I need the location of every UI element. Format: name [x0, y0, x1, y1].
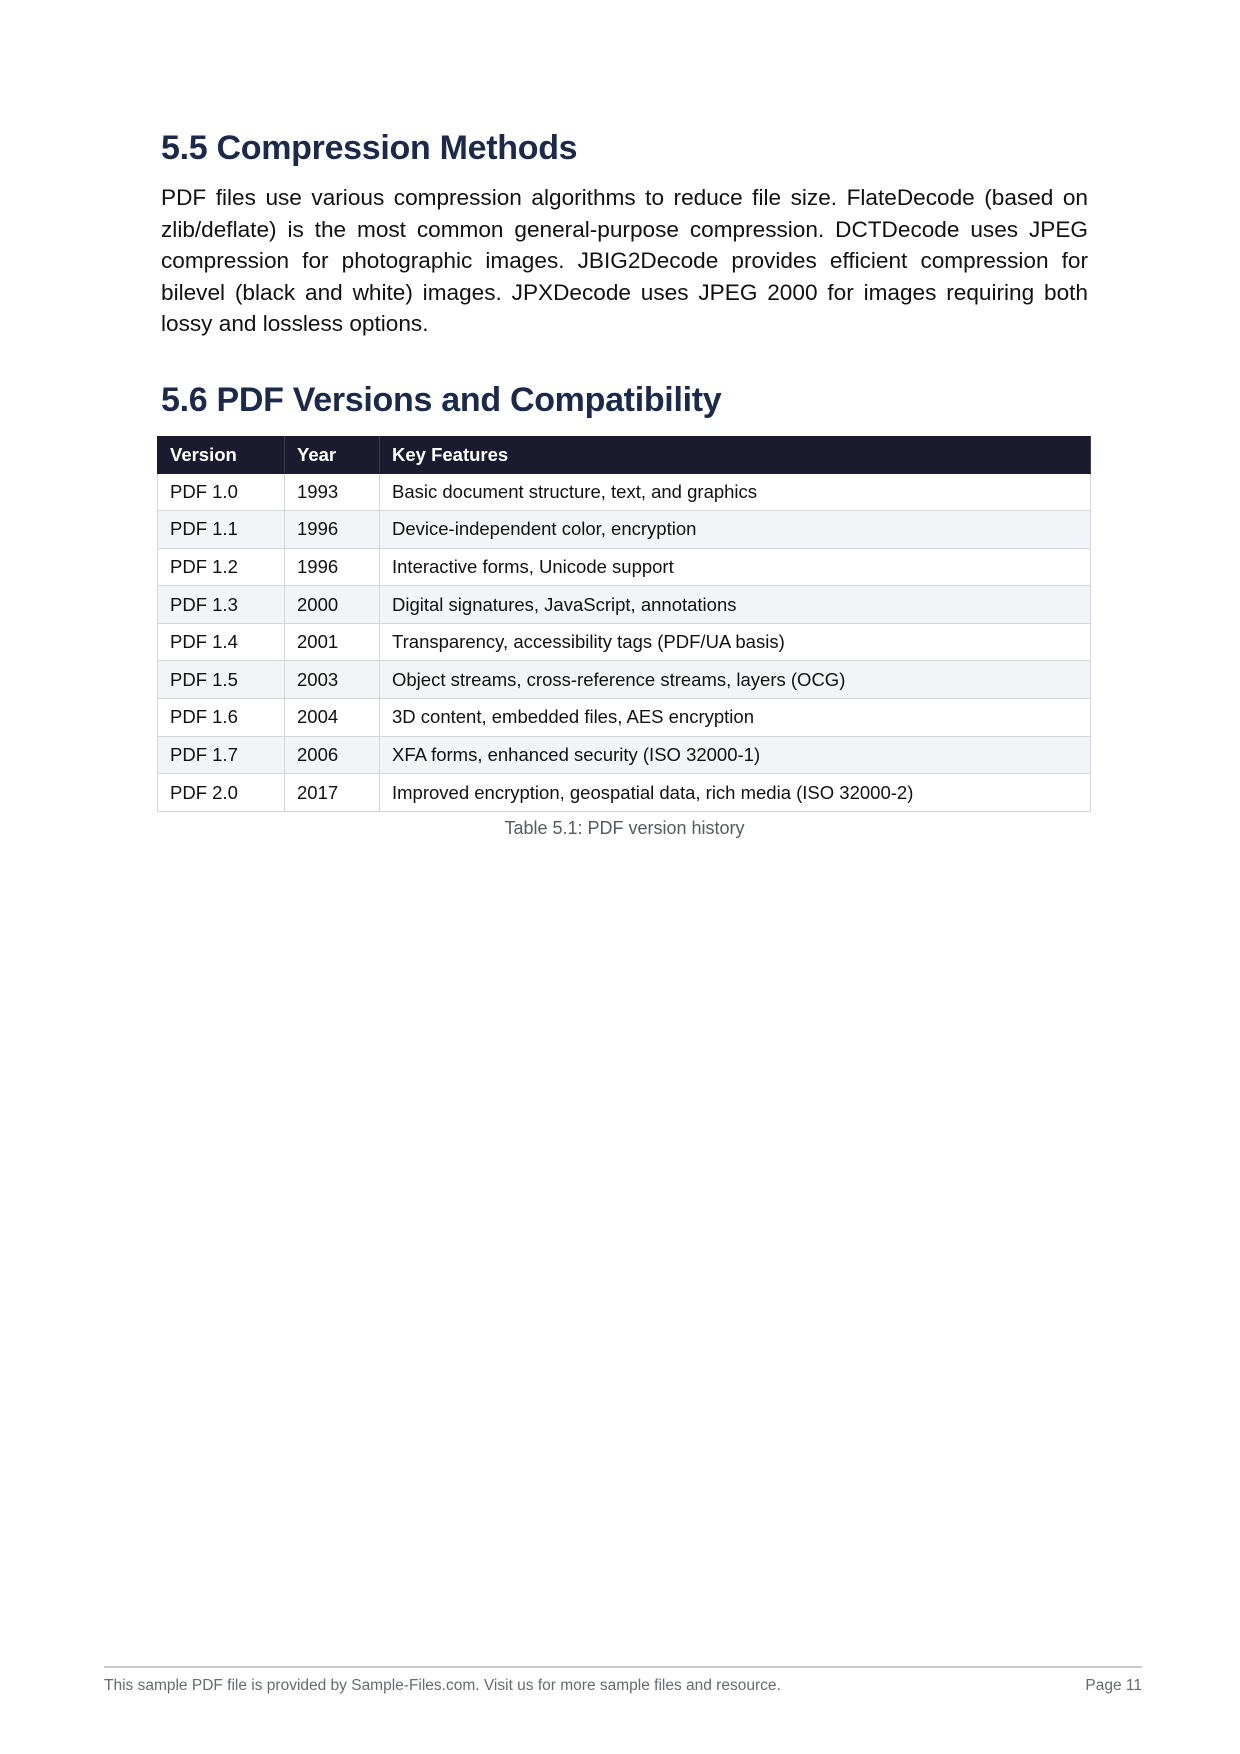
table-row [158, 548, 1091, 586]
section-heading-pdf-versions: 5.6 PDF Versions and Compatibility [161, 380, 722, 419]
cell-version: PDF 1.4 [158, 623, 285, 661]
table-row [158, 586, 1091, 624]
cell-key-features: Interactive forms, Unicode support [380, 548, 1091, 586]
cell-year: 2003 [285, 661, 380, 699]
cell-version: PDF 1.6 [158, 699, 285, 737]
cell-key-features: Transparency, accessibility tags (PDF/UA basis) [380, 623, 1091, 661]
cell-year: 2000 [285, 586, 380, 624]
table-row [158, 736, 1091, 774]
cell-year: 2004 [285, 699, 380, 737]
cell-version: PDF 1.5 [158, 661, 285, 699]
table-row [158, 661, 1091, 699]
column-header-version: Version [158, 436, 285, 473]
cell-key-features: Improved encryption, geospatial data, rich media (ISO 32000-2) [380, 774, 1091, 812]
page-content [161, 128, 1088, 839]
cell-year: 2006 [285, 736, 380, 774]
cell-version: PDF 1.1 [158, 511, 285, 549]
table-header-row [158, 436, 1091, 473]
cell-version: PDF 1.3 [158, 586, 285, 624]
compression-methods-paragraph: PDF files use various compression algorithms to reduce file size. FlateDecode (based on zlib/deflate) is the most common general-purpose compression. DCTDecode uses JPEG compression for photographic images. JBIG2Decode provides efficient compression for bilevel (black and white) images. JPXDecode uses JPEG 2000 for images requiring both lossy and lossless options. [161, 185, 1088, 336]
cell-year: 1996 [285, 511, 380, 549]
cell-year: 2001 [285, 623, 380, 661]
page-number: Page 11 [1085, 1677, 1142, 1694]
column-header-year: Year [285, 436, 380, 473]
footer-note: This sample PDF file is provided by Sample-Files.com. Visit us for more sample files and resource. [104, 1677, 781, 1694]
cell-key-features: 3D content, embedded files, AES encryption [380, 699, 1091, 737]
cell-version: PDF 1.2 [158, 548, 285, 586]
cell-key-features: XFA forms, enhanced security (ISO 32000-1) [380, 736, 1091, 774]
table-row [158, 774, 1091, 812]
cell-key-features: Device-independent color, encryption [380, 511, 1091, 549]
cell-key-features: Object streams, cross-reference streams, layers (OCG) [380, 661, 1091, 699]
pdf-version-table [157, 436, 1091, 812]
column-header-key-features: Key Features [380, 436, 1091, 473]
cell-year: 1996 [285, 548, 380, 586]
table-row [158, 473, 1091, 511]
cell-version: PDF 1.7 [158, 736, 285, 774]
section-heading-compression-methods: 5.5 Compression Methods [161, 129, 578, 167]
cell-version: PDF 1.0 [158, 473, 285, 511]
cell-year: 2017 [285, 774, 380, 812]
cell-key-features: Basic document structure, text, and graphics [380, 473, 1091, 511]
table-caption: Table 5.1: PDF version history [504, 817, 745, 838]
table-row [158, 699, 1091, 737]
footer-divider [104, 1666, 1142, 1668]
table-row [158, 511, 1091, 549]
table-row [158, 623, 1091, 661]
cell-key-features: Digital signatures, JavaScript, annotations [380, 586, 1091, 624]
cell-version: PDF 2.0 [158, 774, 285, 812]
cell-year: 1993 [285, 473, 380, 511]
